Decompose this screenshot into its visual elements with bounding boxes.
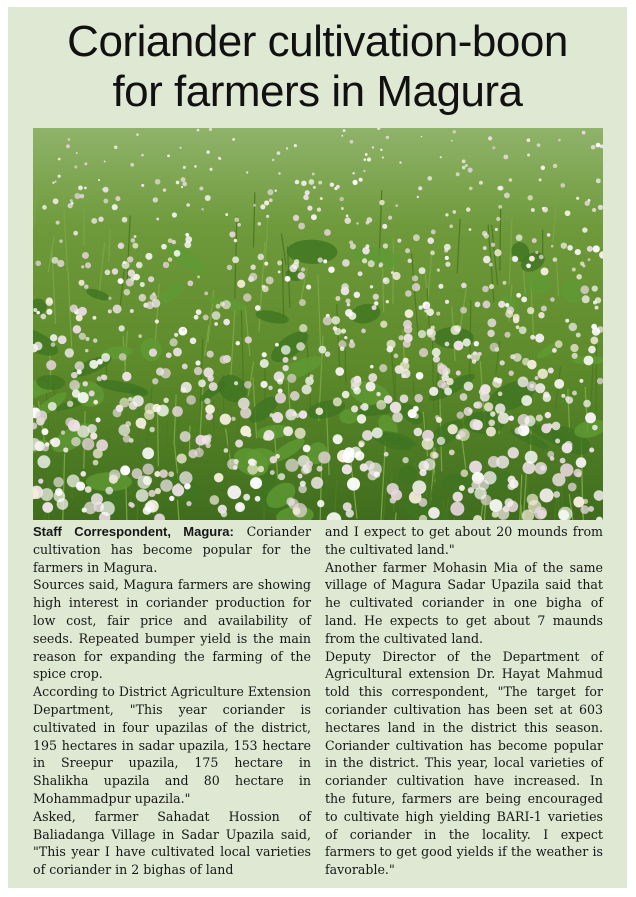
coriander-field-photo	[33, 128, 603, 520]
paragraph: Another farmer Mohasin Mia of the same village of Magura Sadar Upazila said that he cultivated coriander in one bigha of land. He expects to get about 7 maunds from the cultivated land.	[325, 559, 603, 646]
newspaper-clipping	[8, 7, 627, 888]
headline-line-1: Coriander cultivation-boon	[67, 17, 568, 66]
headline-line-2: for farmers in Magura	[112, 67, 523, 116]
lead-paragraph	[33, 523, 311, 576]
article-body	[33, 523, 603, 883]
lead-text: Coriander cultivation has become popular for the farmers in Magura.	[33, 524, 311, 575]
paragraph: Sources said, Magura farmers are showing high interest in coriander production for low cost, fair price and availability of seeds. Repeated bumper yield is the main reason for expanding the farming of the spice crop.	[33, 577, 311, 682]
headline	[8, 17, 627, 117]
field-photo-icon	[33, 128, 603, 520]
column-left	[33, 523, 311, 883]
column-right	[325, 523, 603, 883]
paragraph: and I expect to get about 20 mounds from the cultivated land."	[325, 524, 603, 557]
paragraph: Asked, farmer Sahadat Hossion of Baliadanga Village in Sadar Upazila said, "This year I have cultivated local varieties of coriander in 2 bighas of land	[33, 808, 311, 878]
paragraph: According to District Agriculture Extension Department, "This year coriander is cultivated in four upazilas of the district, 195 hectares in sadar upazila, 153 hectare in Sreepur upazila, 175 hectare in Shalikha upazila and 80 hectare in Mohammadpur upazila."	[33, 684, 311, 806]
paragraph: Deputy Director of the Department of Agricultural extension Dr. Hayat Mahmud told this correspondent, "The target for coriander cultivation has been set at 603 hectares land in the district this season. Coriander cultivation has become popular in the district. This year, local varieties of coriander cultivation have increased. In the future, farmers are being encouraged to cultivate high yielding BARI-1 varieties of coriander in the locality. I expect farmers to get good yields if the weather is favorable."	[325, 648, 603, 878]
byline: Staff Correspondent, Magura:	[33, 524, 234, 539]
